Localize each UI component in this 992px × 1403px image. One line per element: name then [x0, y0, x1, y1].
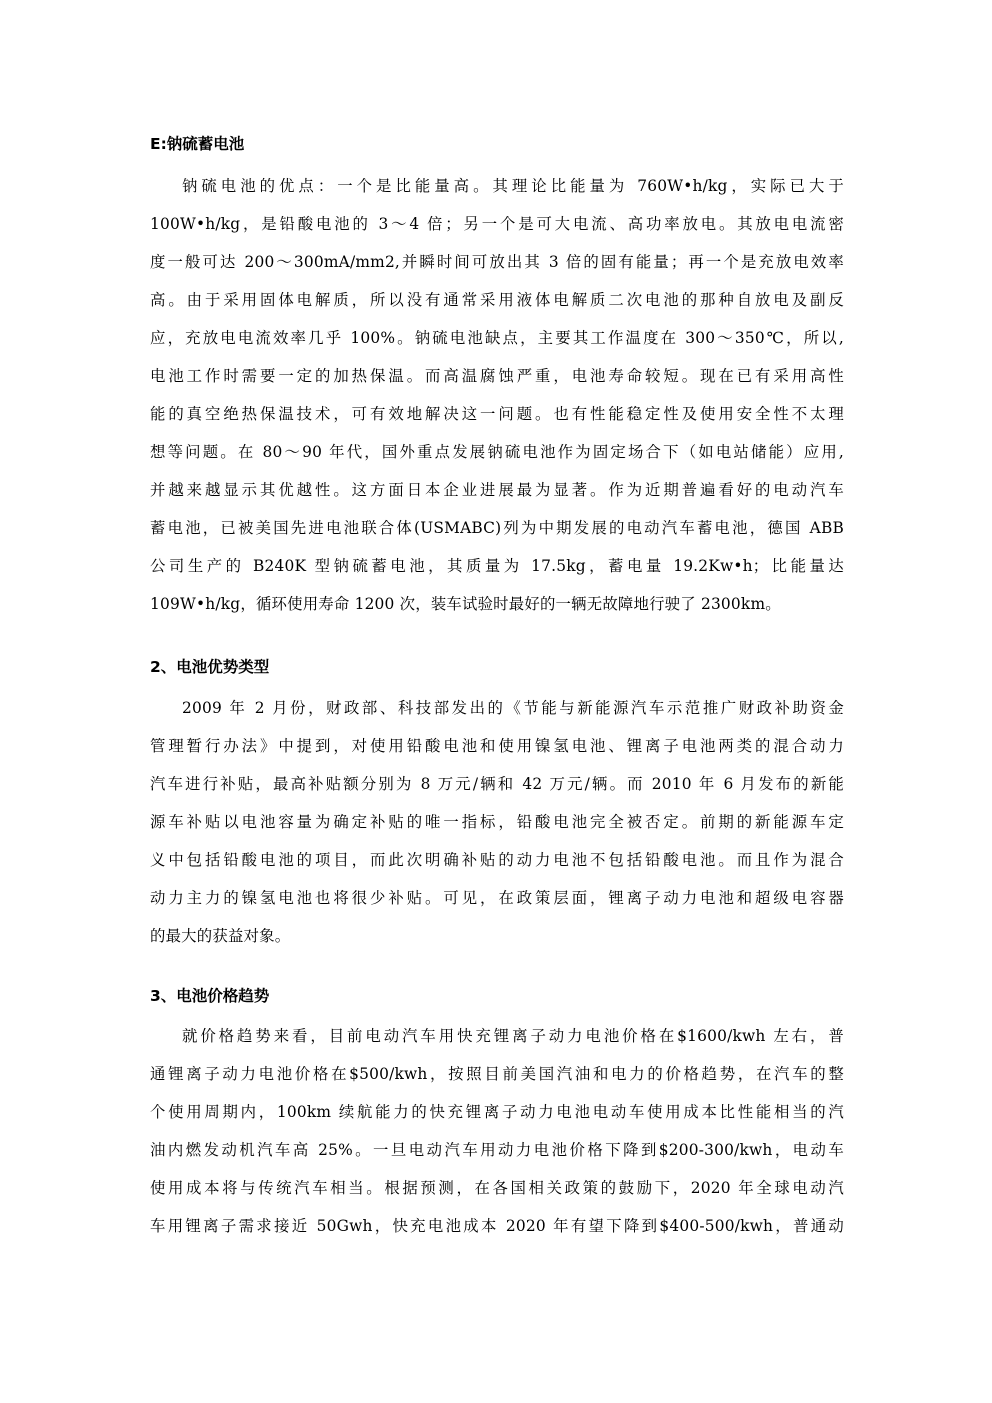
- paragraph-line: 源车补贴以电池容量为确定补贴的唯一指标，铅酸电池完全被否定。前期的新能源车定: [150, 813, 844, 831]
- paragraph-line: 油内燃发动机汽车高 25%。一旦电动汽车用动力电池价格下降到$200-300/kwh，电动车: [150, 1141, 844, 1159]
- paragraph-line: 管理暂行办法》中提到，对使用铅酸电池和使用镍氢电池、锂离子电池两类的混合动力: [150, 737, 844, 755]
- paragraph-line: 度一般可达 200～300mA/mm2,并瞬时间可放出其 3 倍的固有能量；再一个是充放电效率: [150, 253, 844, 271]
- paragraph-line: 2009 年 2 月份，财政部、科技部发出的《节能与新能源汽车示范推广财政补助资金: [182, 699, 844, 717]
- paragraph-battery-price-trend: [150, 1017, 844, 1245]
- paragraph-line: 109W•h/kg，循环使用寿命 1200 次，装车试验时最好的一辆无故障地行驶了 2300km。: [150, 595, 781, 613]
- paragraph-sodium-sulfur: [150, 167, 844, 623]
- paragraph-line: 通锂离子动力电池价格在$500/kwh，按照目前美国汽油和电力的价格趋势，在汽车的整: [150, 1065, 844, 1083]
- paragraph-line: 个使用周期内，100km 续航能力的快充锂离子动力电池电动车使用成本比性能相当的汽: [150, 1103, 844, 1121]
- paragraph-line: 的最大的获益对象。: [150, 927, 291, 945]
- section-heading-battery-advantage-types: 2、电池优势类型: [150, 658, 270, 676]
- paragraph-line: 钠硫电池的优点：一个是比能量高。其理论比能量为 760W•h/kg，实际已大于: [182, 177, 844, 195]
- paragraph-line: 电池工作时需要一定的加热保温。而高温腐蚀严重，电池寿命较短。现在已有采用高性: [150, 367, 844, 385]
- paragraph-line: 汽车进行补贴，最高补贴额分别为 8 万元/辆和 42 万元/辆。而 2010 年 6 月发布的新能: [150, 775, 844, 793]
- paragraph-line: 高。由于采用固体电解质，所以没有通常采用液体电解质二次电池的那种自放电及副反: [150, 291, 844, 309]
- paragraph-line: 使用成本将与传统汽车相当。根据预测，在各国相关政策的鼓励下，2020 年全球电动汽: [150, 1179, 844, 1197]
- paragraph-line: 应，充放电电流效率几乎 100%。钠硫电池缺点，主要其工作温度在 300～350℃，所以,: [150, 329, 844, 347]
- paragraph-line: 就价格趋势来看，目前电动汽车用快充锂离子动力电池价格在$1600/kwh 左右，普: [182, 1027, 844, 1045]
- paragraph-line: 蓄电池，已被美国先进电池联合体(USMABC)列为中期发展的电动汽车蓄电池，德国 ABB: [150, 519, 844, 537]
- section-heading-sodium-sulfur: E:钠硫蓄电池: [150, 135, 245, 153]
- paragraph-line: 义中包括铅酸电池的项目，而此次明确补贴的动力电池不包括铅酸电池。而且作为混合: [150, 851, 844, 869]
- section-heading-battery-price-trend: 3、电池价格趋势: [150, 987, 270, 1005]
- paragraph-line: 并越来越显示其优越性。这方面日本企业进展最为显著。作为近期普遍看好的电动汽车: [150, 481, 844, 499]
- paragraph-battery-advantage-types: [150, 689, 844, 955]
- paragraph-line: 100W•h/kg，是铅酸电池的 3～4 倍；另一个是可大电流、高功率放电。其放电电流密: [150, 215, 844, 233]
- paragraph-line: 动力主力的镍氢电池也将很少补贴。可见，在政策层面，锂离子动力电池和超级电容器: [150, 889, 844, 907]
- paragraph-line: 公司生产的 B240K 型钠硫蓄电池，其质量为 17.5kg，蓄电量 19.2Kw•h；比能量达: [150, 557, 844, 575]
- paragraph-line: 能的真空绝热保温技术，可有效地解决这一问题。也有性能稳定性及使用安全性不太理: [150, 405, 844, 423]
- paragraph-line: 想等问题。在 80～90 年代，国外重点发展钠硫电池作为固定场合下（如电站储能）应用,: [150, 443, 844, 461]
- paragraph-line: 车用锂离子需求接近 50Gwh，快充电池成本 2020 年有望下降到$400-500/kwh，普通动: [150, 1217, 844, 1235]
